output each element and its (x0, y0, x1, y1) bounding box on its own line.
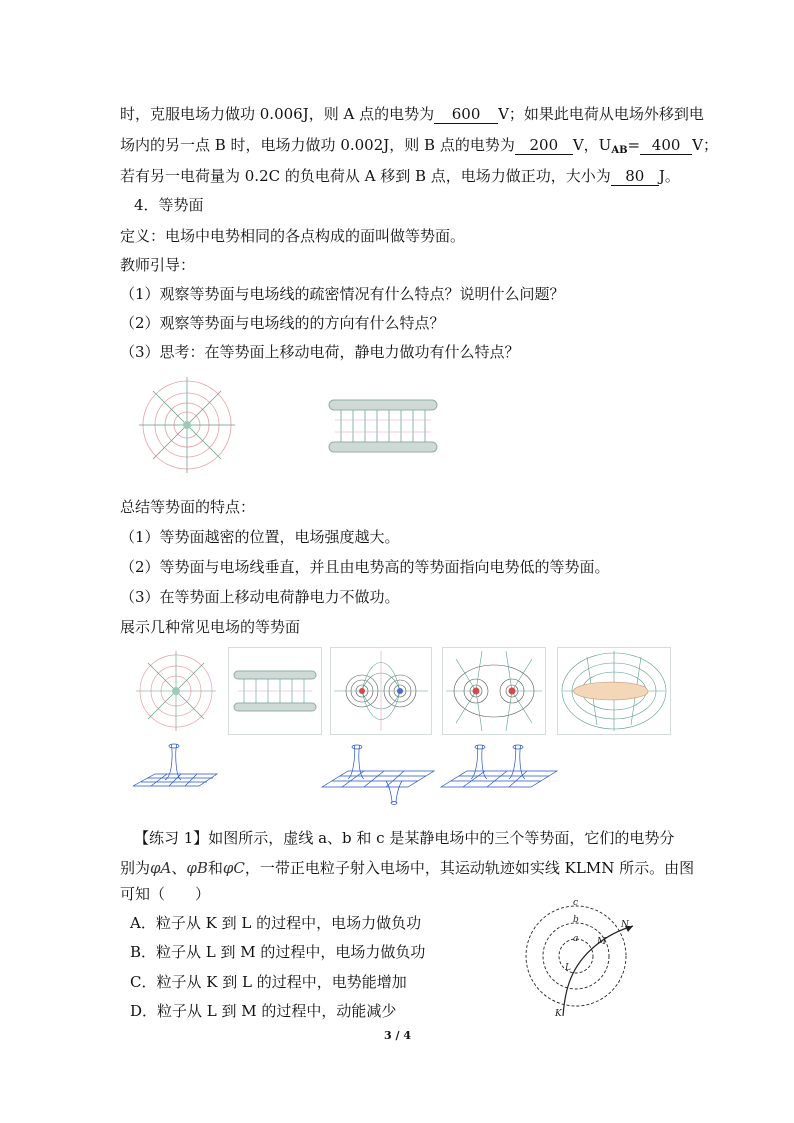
label-b: b (573, 915, 579, 925)
like-charge-potential-surface-3d (437, 743, 559, 791)
exercise-stem-line-3: 可知（ ） (120, 885, 211, 903)
label-m: M (597, 937, 607, 947)
summary-3: （3）在等势面上移动电荷静电力不做功。 (120, 588, 400, 606)
point-charge-field-figure (137, 375, 237, 475)
like-charges-panel (442, 647, 546, 735)
text-line (120, 166, 680, 186)
dipole-potential-surface-3d (318, 743, 436, 805)
text-segment: 别为 (120, 859, 151, 877)
text-segment: 和 (207, 859, 223, 877)
section-heading: 4．等势面 (134, 196, 204, 214)
symbol-phi-c: φC (222, 859, 245, 877)
parallel-plates-figure (327, 398, 439, 454)
text-segment: ，一带正电粒子射入电场中，其运动轨迹如实线 KLMN 所示。由图 (244, 859, 695, 877)
text-segment: V，U (572, 136, 612, 154)
text-segment: 若有另一电荷量为 0.2C 的负电荷从 A 移到 B 点，电场力做正功，大小为 (120, 167, 611, 185)
text-segment: 场内的另一点 B 时，电场力做功 0.002J，则 B 点的电势为 (120, 136, 515, 154)
label-l: L (565, 963, 571, 973)
answer-blank: 600 (434, 106, 498, 124)
guide-title: 教师引导： (120, 256, 196, 274)
label-c: c (573, 898, 579, 908)
answer-blank: 80 (611, 168, 659, 186)
label-n: N (621, 920, 629, 930)
text-line (120, 135, 718, 161)
option-b: B．粒子从 L 到 M 的过程中，电场力做负功 (130, 943, 426, 961)
label-a: a (573, 934, 579, 944)
answer-blank: 200 (515, 137, 573, 155)
summary-1: （1）等势面越密的位置，电场强度越大。 (120, 528, 400, 546)
text-line (120, 104, 704, 124)
point-charge-panel (129, 647, 223, 735)
show-title: 展示几种常见电场的等势面 (120, 618, 301, 636)
question-3: （3）思考：在等势面上移动电荷，静电力做功有什么特点？ (120, 343, 520, 361)
option-a: A．粒子从 K 到 L 的过程中，电场力做负功 (130, 914, 422, 932)
definition: 定义：电场中电势相同的各点构成的面叫做等势面。 (120, 227, 466, 245)
text-segment: V；如果此电荷从电场外移到电 (498, 105, 704, 123)
option-d: D．粒子从 L 到 M 的过程中，动能减少 (130, 1002, 397, 1020)
parallel-plates-panel (228, 647, 322, 735)
summary-2: （2）等势面与电场线垂直，并且由电势高的等势面指向电势低的等势面。 (120, 558, 610, 576)
symbol-phi-a: φA (150, 859, 172, 877)
question-1: （1）观察等势面与电场线的疏密情况有什么特点？说明什么问题？ (120, 285, 565, 303)
exercise-stem-line-1: 【练习 1】如图所示，虚线 a、b 和 c 是某静电场中的三个等势面，它们的电势分 (134, 829, 675, 847)
question-2: （2）观察等势面与电场线的的方向有什么特点？ (120, 314, 445, 332)
equipotential-trajectory-figure (521, 894, 641, 1022)
single-potential-surface-3d (129, 742, 221, 792)
text-segment: J。 (658, 167, 680, 185)
conductor-panel (557, 647, 671, 735)
text-segment: = (627, 136, 641, 154)
dipole-panel (330, 647, 432, 735)
page-number: 3 / 4 (384, 1029, 411, 1042)
option-c: C．粒子从 K 到 L 的过程中，电势能增加 (130, 973, 407, 991)
label-k: K (555, 1009, 562, 1019)
exercise-stem-line-2 (120, 858, 694, 878)
text-segment: 、 (171, 859, 187, 877)
summary-title: 总结等势面的特点： (120, 498, 256, 516)
text-segment: V； (692, 136, 718, 154)
answer-blank: 400 (640, 137, 692, 155)
symbol-phi-b: φB (186, 859, 208, 877)
text-segment: 时，克服电场力做功 0.006J，则 A 点的电势为 (120, 105, 435, 123)
subscript: AB (611, 145, 628, 156)
